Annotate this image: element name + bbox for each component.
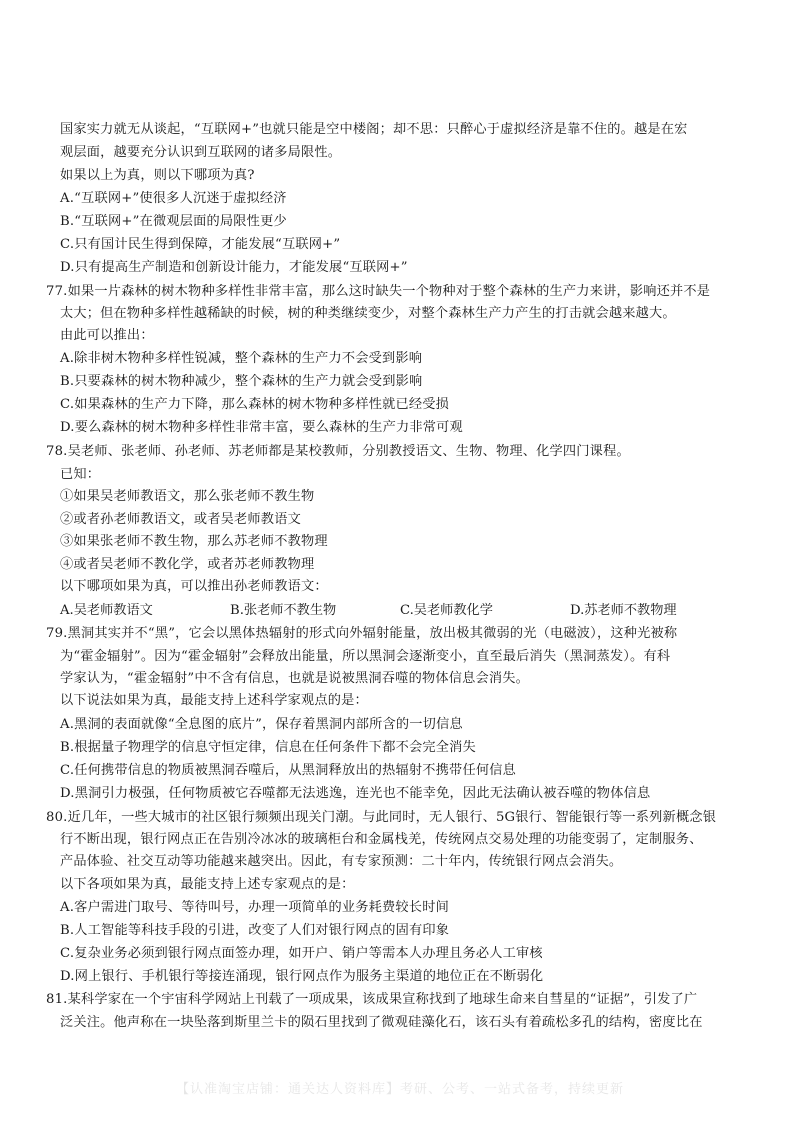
q80-prompt: 以下各项如果为真，最能支持上述专家观点的是： bbox=[60, 877, 355, 892]
q77-stem-line-2: 太大；但在物种多样性越稀缺的时候，树的种类继续变少，对整个森林生产力产生的打击就会越来越大。 bbox=[60, 306, 676, 321]
q76-option-c: C.只有国计民生得到保障，才能发展“互联网+” bbox=[60, 237, 341, 252]
q76-prompt: 如果以上为真，则以下哪项为真? bbox=[60, 168, 255, 183]
q80-stem-line-3: 产品体验、社交互动等功能越来越突出。因此，有专家预测：二十年内，传统银行网点会消失。 bbox=[60, 854, 623, 869]
q78-prompt: 以下哪项如果为真，可以推出孙老师教语文： bbox=[60, 579, 328, 594]
q77-option-c: C.如果森林的生产力下降，那么森林的树木物种多样性就已经受损 bbox=[60, 397, 450, 412]
q81-stem-line-1: 81.某科学家在一个宇宙科学网站上刊载了一项成果，该成果宣称找到了地球生命来自彗星的“证据”，引发了广 bbox=[46, 992, 698, 1007]
q77-stem-line-1: 77.如果一片森林的树木物种多样性非常丰富，那么这时缺失一个物种对于整个森林的生产力来讲，影响还并不是 bbox=[46, 284, 711, 299]
q80-option-c: C.复杂业务必须到银行网点面签办理，如开户、销户等需本人办理且务必人工审核 bbox=[60, 946, 543, 961]
q79-option-d: D.黑洞引力极强，任何物质被它吞噬都无法逃逸，连光也不能幸免，因此无法确认被吞噬的物体信息 bbox=[60, 786, 651, 801]
q79-stem-line-1: 79.黑洞其实并不“黑”，它会以黑体热辐射的形式向外辐射能量，放出极其微弱的光（电磁波），这种光被称 bbox=[46, 626, 678, 641]
q78-option-c: C.吴老师教化学 bbox=[400, 603, 493, 618]
q78-option-d: D.苏老师不教物理 bbox=[570, 603, 677, 618]
q77-option-d: D.要么森林的树木物种多样性非常丰富，要么森林的生产力非常可观 bbox=[60, 420, 463, 435]
q78-condition-3: ③如果张老师不教生物，那么苏老师不教物理 bbox=[60, 534, 328, 549]
q76-option-a: A.“互联网+”使很多人沉迷于虚拟经济 bbox=[60, 191, 287, 206]
q76-option-b: B.“互联网+”在微观层面的局限性更少 bbox=[60, 214, 287, 229]
q76-option-d: D.只有提高生产制造和创新设计能力，才能发展“互联网+” bbox=[60, 260, 408, 275]
q76-text-line-1: 国家实力就无从谈起，“互联网+”也就只能是空中楼阁；却不思：只醉心于虚拟经济是靠不住的。越是在宏 bbox=[60, 122, 688, 137]
q79-option-a: A.黑洞的表面就像“全息图的底片”，保存着黑洞内部所含的一切信息 bbox=[60, 717, 463, 732]
q80-stem-line-1: 80.近几年，一些大城市的社区银行频频出现关门潮。与此同时，无人银行、5G银行、智能银行等一系列新概念银 bbox=[46, 810, 717, 825]
q78-condition-1: ①如果吴老师教语文，那么张老师不教生物 bbox=[60, 489, 315, 504]
q79-option-c: C.任何携带信息的物质被黑洞吞噬后，从黑洞释放出的热辐射不携带任何信息 bbox=[60, 763, 516, 778]
q79-stem-line-2: 为“霍金辐射”。因为“霍金辐射”会释放出能量，所以黑洞会逐渐变小，直至最后消失（黑洞蒸发）。有科 bbox=[60, 649, 671, 664]
q80-option-d: D.网上银行、手机银行等接连涌现，银行网点作为服务主渠道的地位正在不断弱化 bbox=[60, 969, 544, 984]
q79-option-b: B.根据量子物理学的信息守恒定律，信息在任何条件下都不会完全消失 bbox=[60, 740, 476, 755]
q78-known-label: 已知： bbox=[60, 467, 101, 482]
q81-stem-line-2: 泛关注。他声称在一块坠落到斯里兰卡的陨石里找到了微观硅藻化石，该石头有着疏松多孔的结构，密度比在 bbox=[60, 1015, 703, 1030]
q77-option-b: B.只要森林的树木物种减少，整个森林的生产力就会受到影响 bbox=[60, 374, 423, 389]
q78-stem: 78.吴老师、张老师、孙老师、苏老师都是某校教师，分别教授语文、生物、物理、化学四门课程。 bbox=[46, 444, 630, 459]
q78-option-a: A.吴老师教语文 bbox=[60, 603, 153, 618]
q77-option-a: A.除非树木物种多样性锐减，整个森林的生产力不会受到影响 bbox=[60, 351, 423, 366]
q79-stem-line-3: 学家认为，“霍金辐射”中不含有信息，也就是说被黑洞吞噬的物体信息会消失。 bbox=[60, 671, 530, 686]
q76-text-line-2: 观层面，越要充分认识到互联网的诸多局限性。 bbox=[60, 145, 342, 160]
q80-stem-line-2: 行不断出现，银行网点正在告别冷冰冰的玻璃柜台和金属栈羌，传统网点交易处理的功能变弱了，定制服务、 bbox=[60, 832, 703, 847]
q80-option-a: A.客户需进门取号、等待叫号，办理一项简单的业务耗费较长时间 bbox=[60, 900, 449, 915]
q77-prompt: 由此可以推出： bbox=[60, 328, 154, 343]
q78-condition-2: ②或者孙老师教语文，或者吴老师教语文 bbox=[60, 512, 301, 527]
q78-option-b: B.张老师不教生物 bbox=[230, 603, 337, 618]
q79-prompt: 以下说法如果为真，最能支持上述科学家观点的是： bbox=[60, 693, 368, 708]
q78-condition-4: ④或者吴老师不教化学，或者苏老师教物理 bbox=[60, 557, 315, 572]
watermark-footer: 【认准淘宝店铺：通关达人资料库】考研、公考、一站式备考，持续更新 bbox=[175, 1082, 624, 1097]
q80-option-b: B.人工智能等科技手段的引进，改变了人们对银行网点的固有印象 bbox=[60, 923, 450, 938]
